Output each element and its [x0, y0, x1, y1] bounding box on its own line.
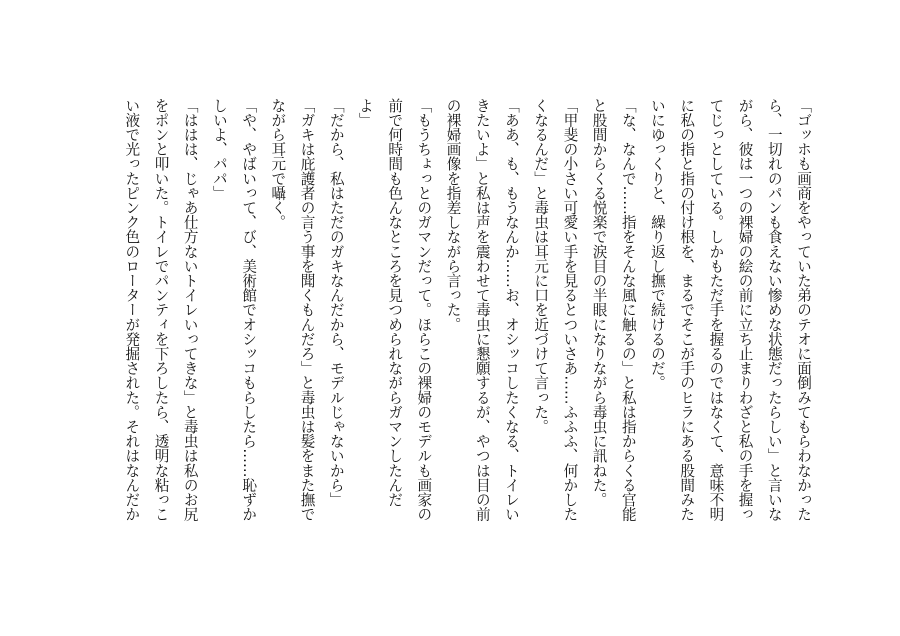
text-line: 「ゴッホも画商をやっていた弟のテオに面倒みてもらわなかった — [795, 98, 812, 522]
text-line: 「甲斐の小さい可愛い手を見るとついさあ……ふふふ、何かした — [561, 98, 579, 522]
text-line: しいよ、パパ」 — [210, 98, 228, 201]
text-line: 前で何時間も色んなところを見つめられながらガマンしたんだ — [386, 98, 404, 507]
text-line: てじっとしている。しかもただ手を握るのではなくて、意味不明 — [707, 98, 725, 522]
text-line: ら、一切れのパンも食えない惨めな状態だったらしい」と言いな — [765, 98, 783, 522]
text-line: 「ガキは庇護者の言う事を聞くもんだろ」と毒虫は髪をまた撫で — [298, 98, 316, 522]
text-line: 「ああ、も、もうなんか……お、オシッコしたくなる、トイレい — [502, 98, 520, 522]
text-line: 「な、なんで……指をそんな風に触るの」と私は指からくる官能 — [619, 98, 637, 522]
text-line: 「もうちょっとのガマンだって。ほらこの裸婦のモデルも画家の — [415, 98, 433, 522]
text-line: きたいよ」と私は声を震わせて毒虫に懇願するが、やつは目の前 — [473, 98, 491, 522]
text-line: の裸婦画像を指差しながら言った。 — [444, 98, 462, 332]
text-line: 「ははは、じゃあ仕方ないトイレいってきな」と毒虫は私のお尻 — [181, 98, 199, 522]
vertical-text-body — [78, 98, 818, 558]
text-line: をポンと叩いた。トイレでパンティを下ろしたら、透明な粘っこ — [152, 98, 170, 522]
text-line: 「や、やばいって、び、美術館でオシッコもらしたら……恥ずか — [240, 98, 258, 522]
text-line: よ」 — [356, 98, 374, 128]
text-line: 「だから、私はただのガキなんだから、モデルじゃないから」 — [327, 98, 345, 507]
text-line: ながら耳元で囁く。 — [269, 98, 287, 230]
text-line: と股間からくる悦楽で涙目の半眼になりながら毒虫に訊ねた。 — [590, 98, 608, 507]
text-line: に私の指と指の付け根を、まるでそこが手のヒラにある股間みた — [678, 98, 696, 522]
text-line: いにゆっくりと、繰り返し撫で続けるのだ。 — [648, 98, 666, 390]
text-line: くなるんだ」と毒虫は耳元に口を近づけて言った。 — [532, 98, 550, 434]
text-line: い液で光ったピンク色のローターが発掘された。それはなんだか — [123, 98, 141, 522]
text-line: がら、彼は一つの裸婦の絵の前に立ち止まりわざと私の手を握っ — [736, 98, 754, 522]
